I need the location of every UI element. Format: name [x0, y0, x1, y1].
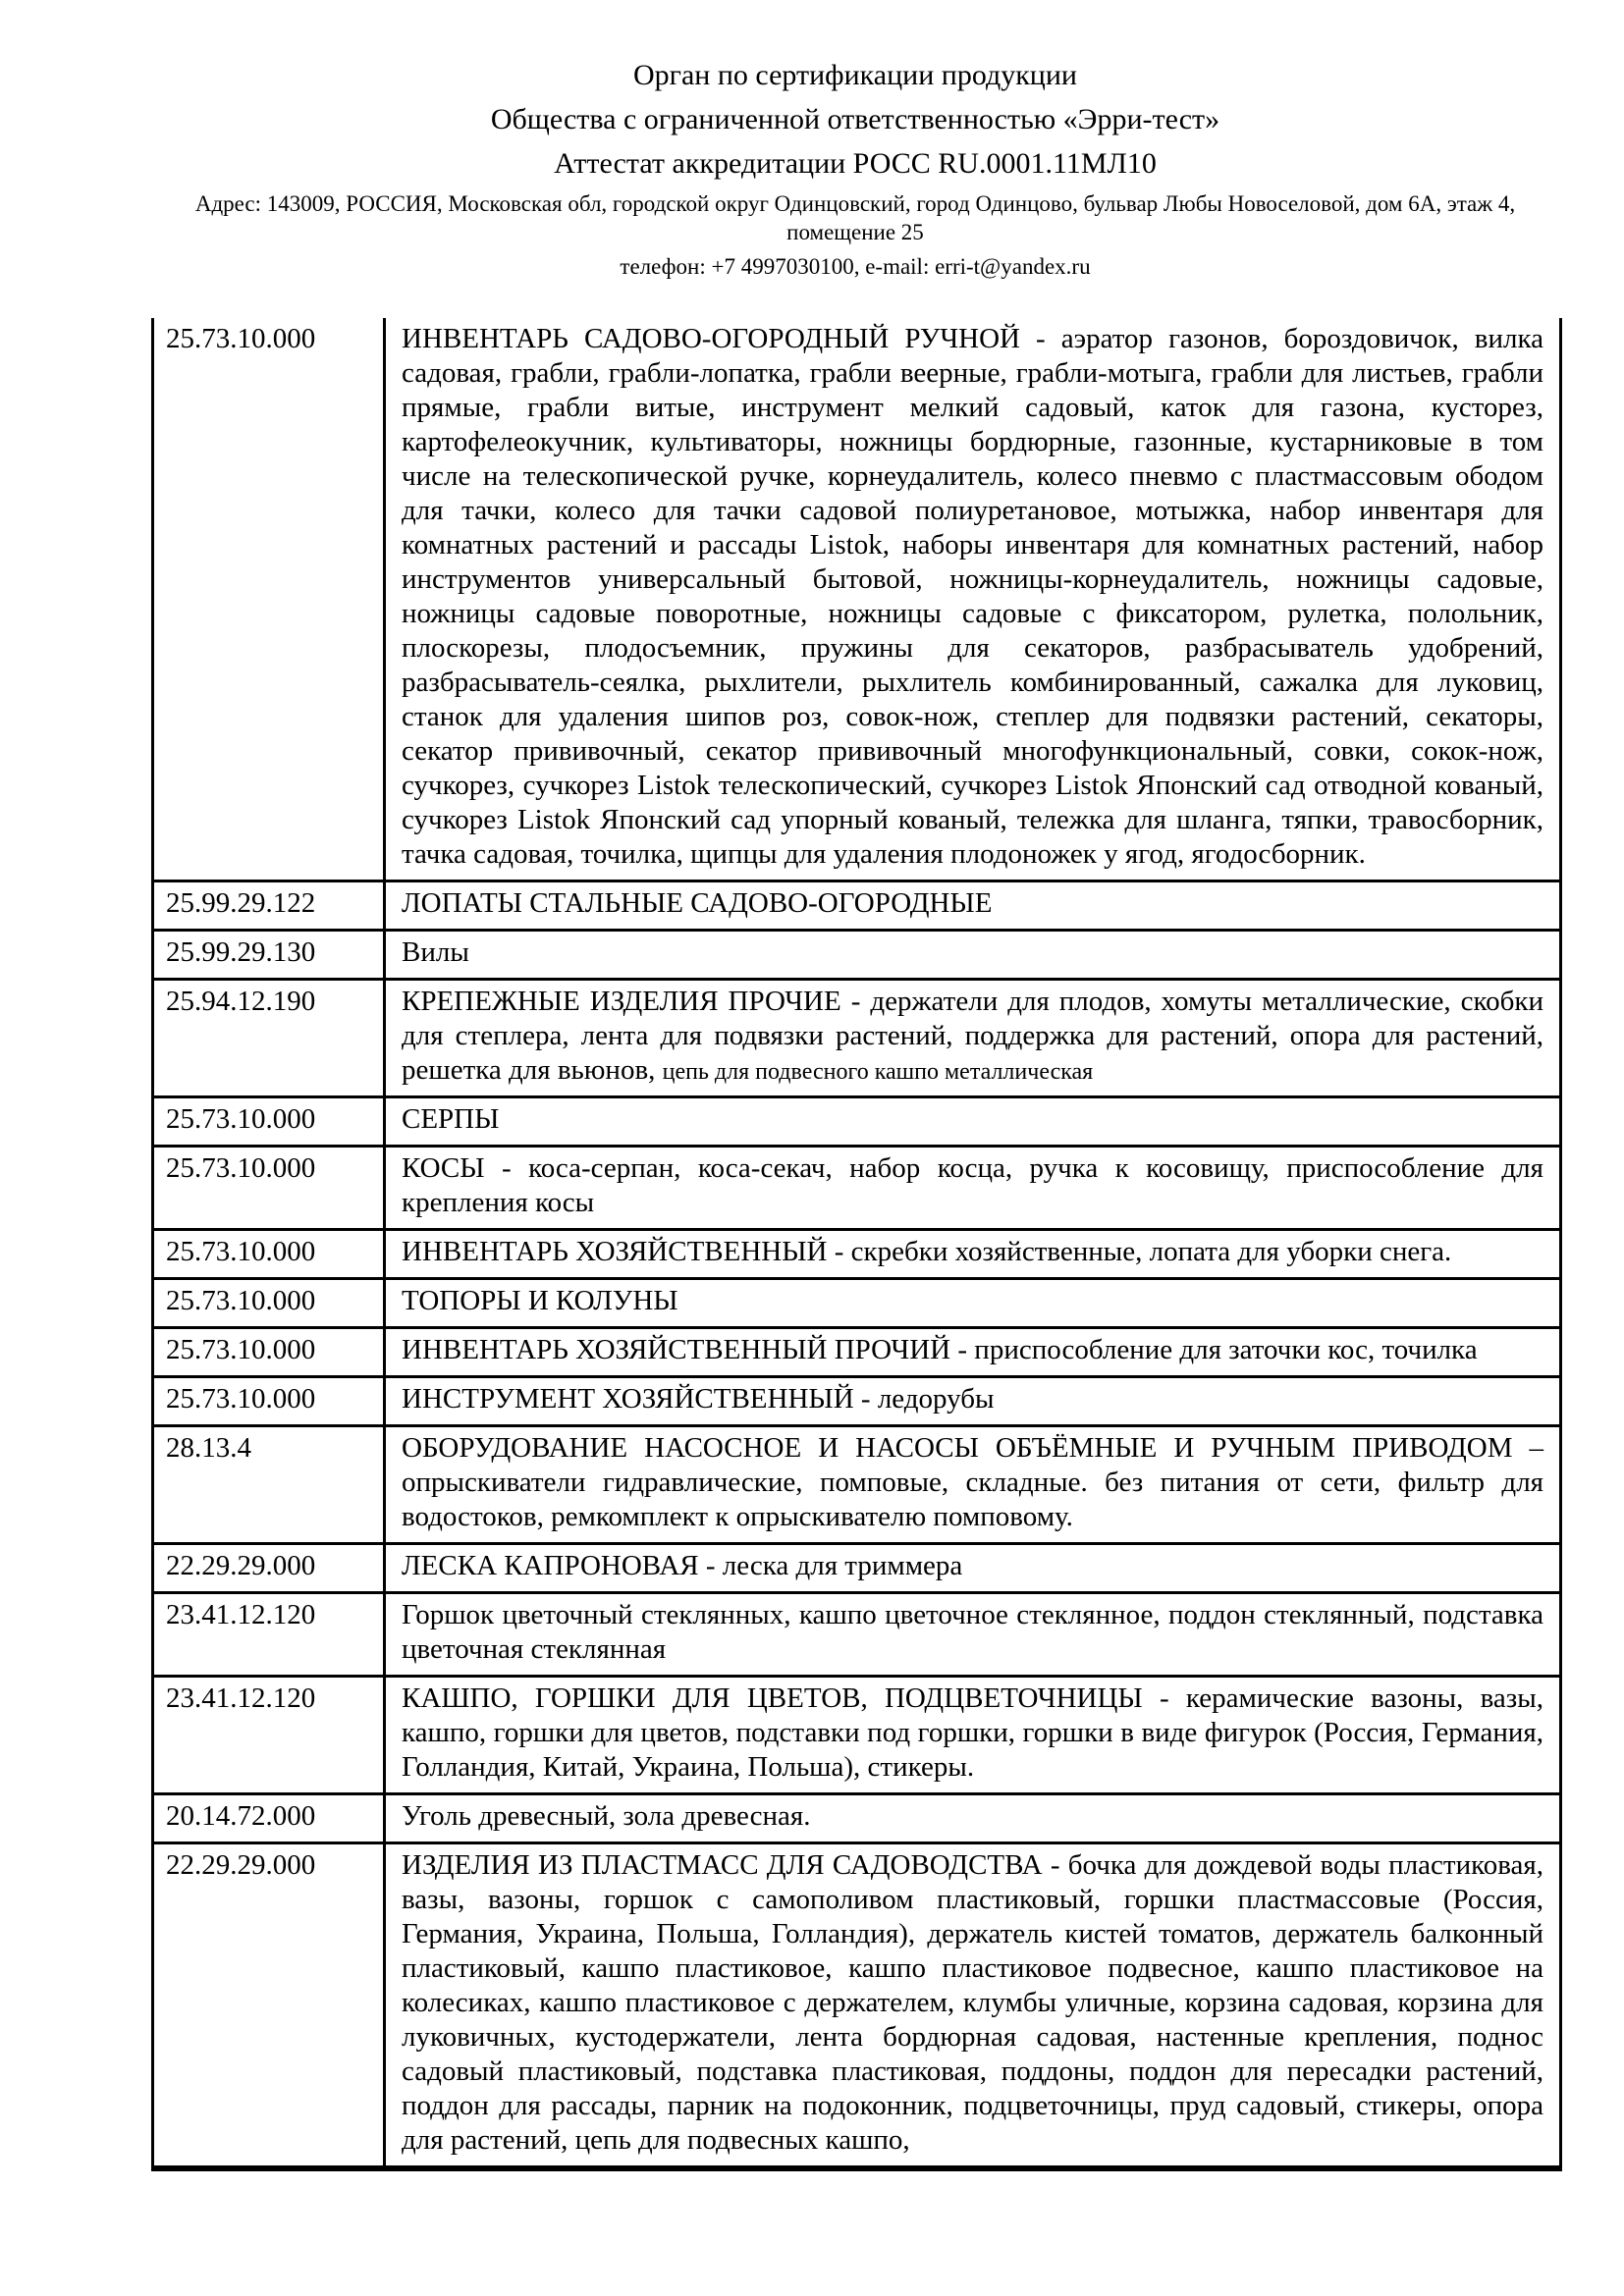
table-row — [153, 931, 1561, 980]
category-title: ИНВЕНТАРЬ ХОЗЯЙСТВЕННЫЙ ПРОЧИЙ — [402, 1334, 951, 1365]
table-row — [153, 1677, 1561, 1794]
org-address-line1: Адрес: 143009, РОССИЯ, Московская обл, городской округ Одинцовский, город Одинцово, бульвар Любы Новоселовой, дом 6А, этаж 4, — [194, 191, 1516, 216]
org-address-line2: помещение 25 — [786, 220, 924, 244]
product-description — [385, 1794, 1561, 1843]
category-items-small: цепь для подвесного кашпо металлическая — [662, 1059, 1094, 1085]
category-title: КРЕПЕЖНЫЕ ИЗДЕЛИЯ ПРОЧИЕ — [402, 986, 841, 1017]
table-row — [153, 1328, 1561, 1377]
category-title: ТОПОРЫ И КОЛУНЫ — [402, 1285, 678, 1316]
category-items: коса-серпан, коса-секач, набор косца, ручка к косовищу, приспособление для крепления косы — [402, 1152, 1543, 1218]
product-description — [385, 318, 1561, 881]
separator: - — [853, 1383, 878, 1415]
separator: - — [840, 986, 871, 1017]
table-row — [153, 1279, 1561, 1328]
separator: - — [1142, 1682, 1186, 1714]
table-row — [153, 1097, 1561, 1147]
okpd-code: 25.73.10.000 — [153, 1279, 385, 1328]
okpd-code: 25.73.10.000 — [153, 1230, 385, 1279]
product-description — [385, 881, 1561, 931]
separator: - — [950, 1334, 975, 1365]
table-row — [153, 1147, 1561, 1230]
okpd-code: 23.41.12.120 — [153, 1593, 385, 1677]
separator: - — [827, 1236, 851, 1267]
okpd-code: 25.94.12.190 — [153, 980, 385, 1097]
table-row — [153, 881, 1561, 931]
okpd-code: 25.73.10.000 — [153, 1147, 385, 1230]
table-row — [153, 318, 1561, 881]
okpd-code: 25.73.10.000 — [153, 1377, 385, 1426]
category-title: КОСЫ — [402, 1152, 485, 1184]
okpd-code: 25.73.10.000 — [153, 318, 385, 881]
product-description — [385, 1328, 1561, 1377]
separator: - — [1042, 1849, 1068, 1881]
category-items: держатели для плодов, хомуты металлические, скобки для степлера, лента для подвязки растений, поддержка для растений, опора для растений, решетка для вьюнов, — [402, 986, 1543, 1086]
org-contact: телефон: +7 4997030100, e-mail: erri-t@yandex.ru — [620, 254, 1091, 279]
document-header — [151, 0, 1559, 281]
okpd-code: 25.99.29.122 — [153, 881, 385, 931]
category-items: керамические вазоны, вазы, кашпо, горшки для цветов, подставки под горшки, горшки в виде фигурок (Россия, Германия, Голландия, Китай, Украина, Польша), стикеры. — [402, 1682, 1543, 1783]
org-address — [151, 189, 1559, 246]
category-items: бочка для дождевой воды пластиковая, вазы, вазоны, горшок с самополивом пластиковый, горшки пластмассовые (Россия, Германия, Украина, Польша, Голландия), держатель кистей томатов, держатель балконный пластиковый, кашпо пластиковое, кашпо пластиковое подвесное, кашпо пластиковое на колесиках, кашпо пластиковое с держателем, клумбы уличные, корзина садовая, корзина для луковичных, кустодержатели, лента бордюрная садовая, настенные крепления, поднос садовый пластиковый, подставка пластиковая, поддоны, поддон для пересадки растений, поддон для рассады, парник на подоконник, подцветочницы, пруд садовый, стикеры, опора для растений, цепь для подвесных кашпо, — [402, 1849, 1543, 2156]
product-description — [385, 1843, 1561, 2169]
table-row — [153, 1843, 1561, 2169]
table-row — [153, 1230, 1561, 1279]
category-title: ЛОПАТЫ СТАЛЬНЫЕ САДОВО-ОГОРОДНЫЕ — [402, 887, 993, 919]
okpd-code: 22.29.29.000 — [153, 1843, 385, 2169]
separator: – — [1512, 1432, 1544, 1464]
product-description — [385, 931, 1561, 980]
category-items: ледорубы — [877, 1383, 995, 1415]
category-items: леска для триммера — [722, 1550, 963, 1581]
products-table — [151, 318, 1562, 2171]
product-description — [385, 1230, 1561, 1279]
category-items: Вилы — [402, 936, 469, 968]
okpd-code: 20.14.72.000 — [153, 1794, 385, 1843]
separator: - — [1020, 323, 1061, 354]
category-title: ИЗДЕЛИЯ ИЗ ПЛАСТМАСС ДЛЯ САДОВОДСТВА — [402, 1849, 1043, 1881]
product-description — [385, 1544, 1561, 1593]
table-row — [153, 1426, 1561, 1544]
category-items: аэратор газонов, бороздовичок, вилка садовая, грабли, грабли-лопатка, грабли веерные, грабли-мотыга, грабли для листьев, грабли прямые, грабли витые, инструмент мелкий садовый, каток для газона, кусторез, картофелеокучник, культиваторы, ножницы бордюрные, газонные, кустарниковые в том числе на телескопической ручке, корнеудалитель, колесо пневмо с пластмассовым ободом для тачки, колесо для тачки садовой полиуретановое, мотыжка, набор инвентаря для комнатных растений и рассады Listok, наборы инвентаря для комнатных растений, набор инструментов универсальный бытовой, ножницы-корнеудалитель, ножницы садовые, ножницы садовые поворотные, ножницы садовые с фиксатором, рулетка, полольник, плоскорезы, плодосъемник, пружины для секаторов, разбрасыватель удобрений, разбрасыватель-сеялка, рыхлители, рыхлитель комбинированный, сажалка для луковиц, станок для удаления шипов роз, совок-нож, степлер для подвязки растений, секаторы, секатор прививочный, секатор прививочный многофункциональный, совки, сокок-нож, сучкорез, сучкорез Listok телескопический, сучкорез Listok Японский сад отводной кованый, сучкорез Listok Японский сад упорный кованый, тележка для шланга, тяпки, травосборник, тачка садовая, точилка, щипцы для удаления плодоножек у ягод, ягодосборник. — [402, 323, 1543, 870]
table-row — [153, 1377, 1561, 1426]
product-description — [385, 1377, 1561, 1426]
product-description — [385, 1593, 1561, 1677]
category-title: ИНВЕНТАРЬ САДОВО-ОГОРОДНЫЙ РУЧНОЙ — [402, 323, 1020, 354]
category-title: ОБОРУДОВАНИЕ НАСОСНОЕ И НАСОСЫ ОБЪЁМНЫЕ И РУЧНЫМ ПРИВОДОМ — [402, 1432, 1513, 1464]
okpd-code: 25.99.29.130 — [153, 931, 385, 980]
product-description — [385, 1279, 1561, 1328]
separator: - — [484, 1152, 529, 1184]
table-row — [153, 1544, 1561, 1593]
category-items: Горшок цветочный стеклянных, кашпо цветочное стеклянное, поддон стеклянный, подставка цветочная стеклянная — [402, 1599, 1543, 1665]
category-title: КАШПО, ГОРШКИ ДЛЯ ЦВЕТОВ, ПОДЦВЕТОЧНИЦЫ — [402, 1682, 1143, 1714]
category-title: ЛЕСКА КАПРОНОВАЯ — [402, 1550, 699, 1581]
table-row — [153, 980, 1561, 1097]
okpd-code: 28.13.4 — [153, 1426, 385, 1544]
okpd-code: 22.29.29.000 — [153, 1544, 385, 1593]
table-row — [153, 1593, 1561, 1677]
product-description — [385, 1426, 1561, 1544]
separator: - — [698, 1550, 723, 1581]
product-description — [385, 1097, 1561, 1147]
category-items: скребки хозяйственные, лопата для уборки снега. — [850, 1236, 1452, 1267]
org-title-line1: Орган по сертификации продукции — [633, 59, 1077, 91]
category-title: СЕРПЫ — [402, 1103, 500, 1135]
category-items: Уголь древесный, зола древесная. — [402, 1800, 811, 1832]
okpd-code: 25.73.10.000 — [153, 1097, 385, 1147]
product-description — [385, 1677, 1561, 1794]
category-items: опрыскиватели гидравлические, помповые, складные. без питания от сети, фильтр для водостоков, ремкомплект к опрыскивателю помповому. — [402, 1467, 1543, 1532]
category-items: приспособление для заточки кос, точилка — [974, 1334, 1478, 1365]
category-title: ИНСТРУМЕНТ ХОЗЯЙСТВЕННЫЙ — [402, 1383, 854, 1415]
product-description — [385, 980, 1561, 1097]
product-description — [385, 1147, 1561, 1230]
okpd-code: 25.73.10.000 — [153, 1328, 385, 1377]
accreditation-number: Аттестат аккредитации РОСС RU.0001.11МЛ10 — [554, 147, 1157, 180]
org-title-line2: Общества с ограниченной ответственностью «Эрри-тест» — [490, 103, 1220, 135]
table-row — [153, 1794, 1561, 1843]
okpd-code: 23.41.12.120 — [153, 1677, 385, 1794]
category-title: ИНВЕНТАРЬ ХОЗЯЙСТВЕННЫЙ — [402, 1236, 828, 1267]
